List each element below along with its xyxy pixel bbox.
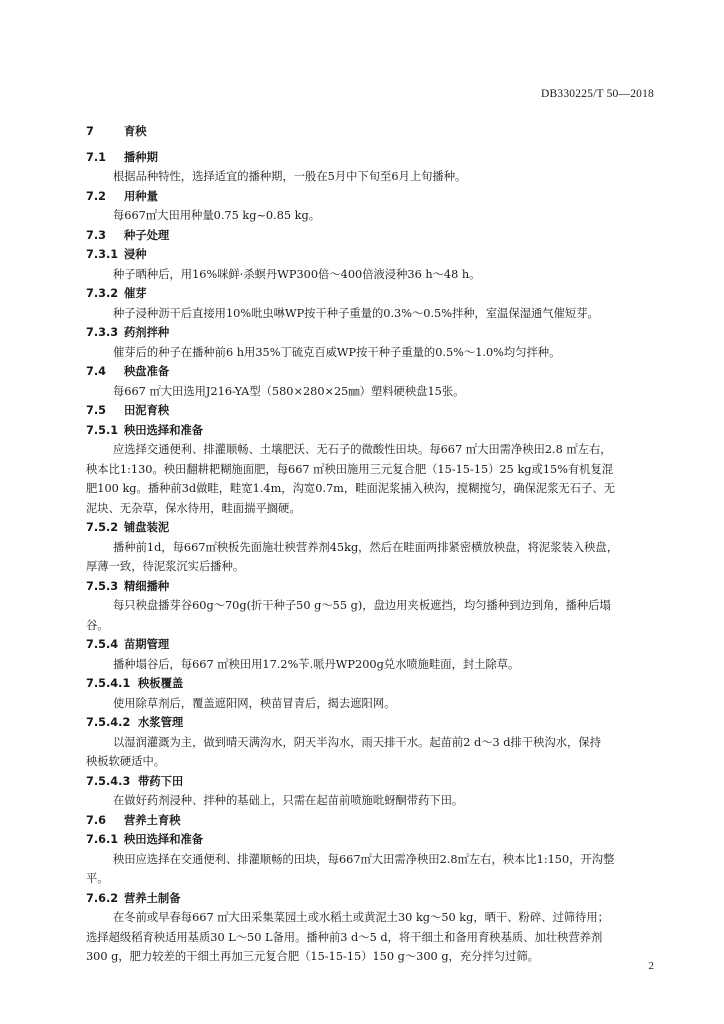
section-heading: [86, 518, 660, 538]
section-heading: [86, 421, 660, 441]
paragraph-line: 每只秧盘播芽谷60g～70g(折干种子50 g～55 g)，盘边用夹板遮挡，均匀播种到边到角，播种后塌: [113, 599, 611, 612]
section-heading: [86, 889, 660, 909]
section-title: 带药下田: [138, 774, 184, 788]
section-title: 育秧: [124, 125, 147, 138]
paragraph-line: 厚薄一致，待泥浆沉实后播种。: [86, 560, 245, 573]
paragraph-line: 300 g，肥力较差的干细土再加三元复合肥（15-15-15）150 g～300 g，充分拌匀过筛。: [86, 950, 539, 963]
section-title: 催芽: [124, 287, 147, 300]
paragraph-line: 应选择交通便利、排灌顺畅、土壤肥沃、无石子的微酸性田块。每667 ㎡大田需净秧田2.8 ㎡左右，: [113, 443, 612, 456]
section-title: 秧板覆盖: [138, 677, 184, 690]
section-number: 7.5.2: [86, 521, 119, 534]
section-heading: [86, 830, 660, 850]
section-number: 7.5.4.1: [86, 677, 131, 690]
section-number: 7.5.4.2: [86, 716, 131, 729]
section-heading: [86, 811, 660, 831]
section-title: 秧田选择和准备: [124, 833, 204, 846]
section-number: 7.1: [86, 150, 107, 164]
paragraph-line: 谷。: [86, 618, 109, 632]
section-title: 苗期管理: [124, 638, 170, 651]
paragraph-line: 以湿润灌溉为主，做到晴天满沟水，阴天半沟水，雨天排干水。起苗前2 d～3 d排干秧沟水，保持: [113, 735, 601, 749]
section-title: 秧盘准备: [124, 365, 170, 378]
section-number: 7.3.1: [86, 248, 119, 261]
section-number: 7.5.4: [86, 638, 119, 651]
paragraph-line: 肥100 kg。播种前3d做畦，畦宽1.4m，沟宽0.7m，畦面泥浆捕入秧沟，搅糊搅匀，确保泥浆无石子、无: [86, 482, 615, 495]
section-title: 精细播种: [124, 579, 170, 593]
section-number: 7.5.3: [86, 579, 119, 593]
paragraph-line: 在冬前或早春每667 ㎡大田采集菜园土或水稻土或黄泥土30 kg～50 kg，晒干、粉碎、过筛待用；: [113, 911, 609, 924]
section-heading: [86, 713, 660, 733]
section-heading: [86, 401, 660, 421]
paragraph-line: 播种前1d，每667㎡秧板先面施壮秧营养剂45kg，然后在畦面两排紧密横放秧盘，将泥浆装入秧盘，: [113, 540, 619, 554]
paragraph: 根据品种特性，选择适宜的播种期，一般在5月中下旬至6月上旬播种。: [113, 170, 467, 183]
paragraph: 播种塌谷后，每667 ㎡秧田用17.2%苄.哌丹WP200g兑水喷施畦面，封土除草。: [113, 657, 520, 671]
section-heading: [86, 187, 660, 207]
section-heading: [86, 362, 660, 382]
paragraph: 在做好药剂浸种、拌种的基础上，只需在起苗前喷施吡蚜酮带药下田。: [113, 794, 464, 807]
section-number: 7.3: [86, 228, 107, 242]
section-title: 药剂拌种: [124, 326, 170, 339]
paragraph-line: 秧田应选择在交通便利、排灌顺畅的田块，每667㎡大田需净秧田2.8㎡左右，秧本比1:150，开沟整: [113, 852, 615, 866]
section-number: 7.6: [86, 813, 107, 827]
paragraph: 每667㎡大田用种量0.75 kg~0.85 kg。: [113, 209, 321, 222]
section-title: 秧田选择和准备: [124, 423, 204, 437]
section-number: 7.3.3: [86, 326, 119, 339]
section-number: 7.5.4.3: [86, 774, 131, 788]
section-heading: [86, 226, 660, 246]
section-number: 7.6.2: [86, 891, 119, 905]
section-title: 用种量: [124, 189, 158, 203]
paragraph: 使用除草剂后，覆盖遮阳网，秧苗冒青后，揭去遮阳网。: [113, 696, 396, 710]
section-heading: [86, 635, 660, 655]
section-heading: [86, 122, 660, 142]
section-title: 田泥育秧: [124, 404, 170, 417]
paragraph-line: 秧本比1:130。秧田翻耕耙糊施面肥，每667 ㎡秧田施用三元复合肥（15-15-15）25 kg或15%有机复混: [86, 462, 614, 476]
section-number: 7.5.1: [86, 423, 119, 437]
paragraph-line: 秧板软硬适中。: [86, 755, 166, 768]
paragraph: 种子晒种后，用16%咪鲜·杀螟丹WP300倍～400倍液浸种36 h～48 h。: [113, 267, 481, 281]
section-heading: [86, 674, 660, 694]
section-heading: [86, 323, 660, 343]
paragraph: 每667 ㎡大田选用J216-YA型（580×280×25㎜）塑料硬秧盘15张。: [113, 384, 465, 398]
document-code: DB330225/T 50—2018: [541, 88, 654, 100]
section-number: 7.3.2: [86, 287, 119, 300]
paragraph: 催芽后的种子在播种前6 h用35%丁硫克百威WP按干种子重量的0.5%～1.0%均匀拌种。: [113, 345, 561, 359]
paragraph-line: 泥块、无杂草，保水待用，畦面揣平搁硬。: [86, 501, 301, 515]
section-heading: [86, 577, 660, 597]
section-title: 营养土制备: [124, 891, 181, 905]
section-heading: [86, 245, 660, 265]
section-number: 7.5: [86, 404, 107, 417]
page-number: 2: [648, 960, 654, 972]
paragraph-line: 选择超级稻育秧适用基质30 L～50 L备用。播种前3 d～5 d，将干细土和备用育秧基质、加壮秧营养剂: [86, 930, 603, 944]
section-heading: [86, 284, 660, 304]
section-number: 7.6.1: [86, 833, 119, 846]
section-title: 铺盘装泥: [124, 521, 170, 534]
section-title: 播种期: [124, 150, 158, 164]
section-title: 种子处理: [124, 228, 170, 242]
section-title: 浸种: [124, 248, 147, 261]
section-number: 7.4: [86, 365, 107, 378]
section-heading: [86, 148, 660, 168]
document-body: [86, 118, 660, 967]
section-number: 7.2: [86, 189, 107, 203]
paragraph: 种子浸种沥干后直接用10%吡虫啉WP按干种子重量的0.3%～0.5%拌种，室温保湿通气催短芽。: [113, 306, 599, 320]
section-heading: [86, 772, 660, 792]
section-number: 7: [86, 125, 94, 138]
section-title: 水浆管理: [138, 716, 184, 729]
section-title: 营养土育秧: [124, 813, 181, 827]
paragraph-line: 平。: [86, 872, 109, 885]
